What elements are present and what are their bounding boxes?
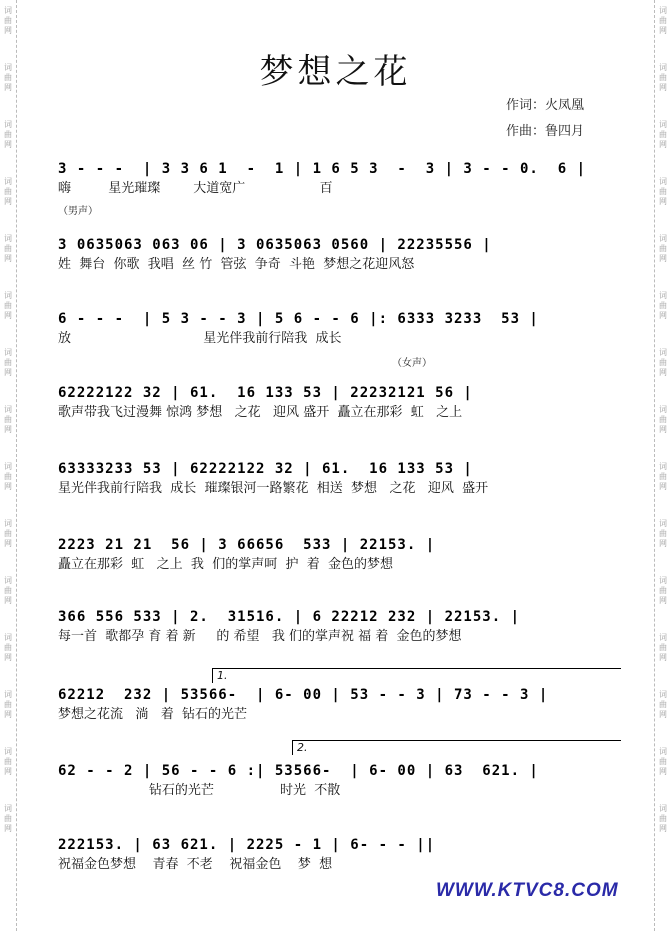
score-row-7	[58, 606, 628, 646]
watermark-text: 词曲网	[659, 405, 667, 434]
notation-line: 366 556 533 | 2. 31516. | 6 22212 232 | 22153. |	[58, 609, 521, 625]
watermark-text: 词曲网	[659, 576, 667, 605]
lyric-line: 矗立在那彩 虹 之上 我 们的掌声呵 护 着 金色的梦想	[58, 557, 393, 572]
watermark-text: 词曲网	[659, 348, 667, 377]
score-row-9	[58, 760, 628, 800]
notation-line: 63333233 53 | 62222122 32 | 61. 16 133 53 |	[58, 461, 473, 477]
watermark-text: 词曲网	[659, 120, 667, 149]
watermark-text: 词曲网	[4, 63, 12, 92]
second-ending-label: 2.	[297, 741, 308, 754]
watermark-text: 词曲网	[659, 747, 667, 776]
notation-line: 222153. | 63 621. | 2225 - 1 | 6- - - ||	[58, 837, 436, 853]
composer-credit: 作曲：鲁四月	[506, 124, 585, 139]
lyric-line: 钻石的光芒 时光 不散	[58, 783, 341, 798]
watermark-text: 词曲网	[659, 690, 667, 719]
first-ending-label: 1.	[217, 669, 228, 682]
watermark-text: 词曲网	[4, 633, 12, 662]
score-row-8	[58, 684, 628, 724]
right-watermark-column	[657, 6, 669, 861]
score-row-6	[58, 534, 628, 574]
female-part-tag: （女声）	[392, 358, 432, 369]
lyric-line: 放 星光伴我前行陪我 成长	[58, 331, 342, 346]
watermark-text: 词曲网	[4, 405, 12, 434]
notation-line: 3 0635063 063 06 | 3 0635063 0560 | 22235556 |	[58, 237, 492, 253]
lyric-line: 梦想之花流 淌 着 钻石的光芒	[58, 707, 248, 722]
watermark-text: 词曲网	[659, 519, 667, 548]
watermark-text: 词曲网	[4, 690, 12, 719]
song-title: 梦想之花	[259, 52, 412, 92]
score-row-1	[58, 158, 628, 198]
lyric-line: 姓 舞台 你歌 我唱 丝 竹 管弦 争奇 斗艳 梦想之花迎风怒	[58, 257, 415, 272]
watermark-text: 词曲网	[4, 120, 12, 149]
site-watermark-logo[interactable]: WWW.KTVC8.COM	[436, 880, 619, 901]
watermark-text: 词曲网	[659, 6, 667, 35]
watermark-text: 词曲网	[4, 348, 12, 377]
watermark-text: 词曲网	[4, 177, 12, 206]
notation-line: 62222122 32 | 61. 16 133 53 | 22232121 56 |	[58, 385, 473, 401]
lyric-line: 每一首 歌都孕 育 着 新 的 希望 我 们的掌声祝 福 着 金色的梦想	[58, 629, 462, 644]
watermark-text: 词曲网	[659, 63, 667, 92]
score-row-4	[58, 382, 628, 422]
lyric-line: 歌声带我飞过漫舞 惊鸿 梦想 之花 迎风 盛开 矗立在那彩 虹 之上	[58, 405, 463, 420]
score-row-10	[58, 834, 628, 874]
score-row-2	[58, 234, 628, 274]
watermark-text: 词曲网	[4, 804, 12, 833]
first-ending-bracket	[212, 668, 621, 683]
right-dashed-border	[654, 0, 655, 931]
notation-line: 3 - - - | 3 3 6 1 - 1 | 1 6 5 3 - 3 | 3 - - 0. 6 |	[58, 161, 587, 177]
watermark-text: 词曲网	[659, 462, 667, 491]
watermark-text: 词曲网	[659, 291, 667, 320]
notation-line: 62 - - 2 | 56 - - 6 :| 53566- | 6- 00 | 63 621. |	[58, 763, 539, 779]
watermark-text: 词曲网	[659, 177, 667, 206]
score-row-5	[58, 458, 628, 498]
watermark-text: 词曲网	[4, 6, 12, 35]
notation-line: 2223 21 21 56 | 3 66656 533 | 22153. |	[58, 537, 436, 553]
left-dashed-border	[16, 0, 17, 931]
male-part-tag: （男声）	[58, 206, 98, 217]
lyric-line: 嗨 星光璀璨 大道宽广 百	[58, 181, 333, 196]
watermark-text: 词曲网	[659, 804, 667, 833]
watermark-text: 词曲网	[4, 519, 12, 548]
watermark-text: 词曲网	[659, 234, 667, 263]
second-ending-bracket	[292, 740, 621, 755]
lyric-line: 星光伴我前行陪我 成长 璀璨银河一路繁花 相送 梦想 之花 迎风 盛开	[58, 481, 489, 496]
watermark-text: 词曲网	[4, 576, 12, 605]
watermark-text: 词曲网	[4, 747, 12, 776]
score-row-3	[58, 308, 628, 348]
watermark-text: 词曲网	[659, 633, 667, 662]
lyric-line: 祝福金色梦想 青春 不老 祝福金色 梦 想	[58, 857, 333, 872]
watermark-text: 词曲网	[4, 462, 12, 491]
notation-line: 62212 232 | 53566- | 6- 00 | 53 - - 3 | 73 - - 3 |	[58, 687, 549, 703]
notation-line: 6 - - - | 5 3 - - 3 | 5 6 - - 6 |: 6333 3233 53 |	[58, 311, 539, 327]
lyricist-credit: 作词：火凤凰	[506, 98, 585, 113]
watermark-text: 词曲网	[4, 291, 12, 320]
left-watermark-column	[2, 6, 14, 861]
watermark-text: 词曲网	[4, 234, 12, 263]
